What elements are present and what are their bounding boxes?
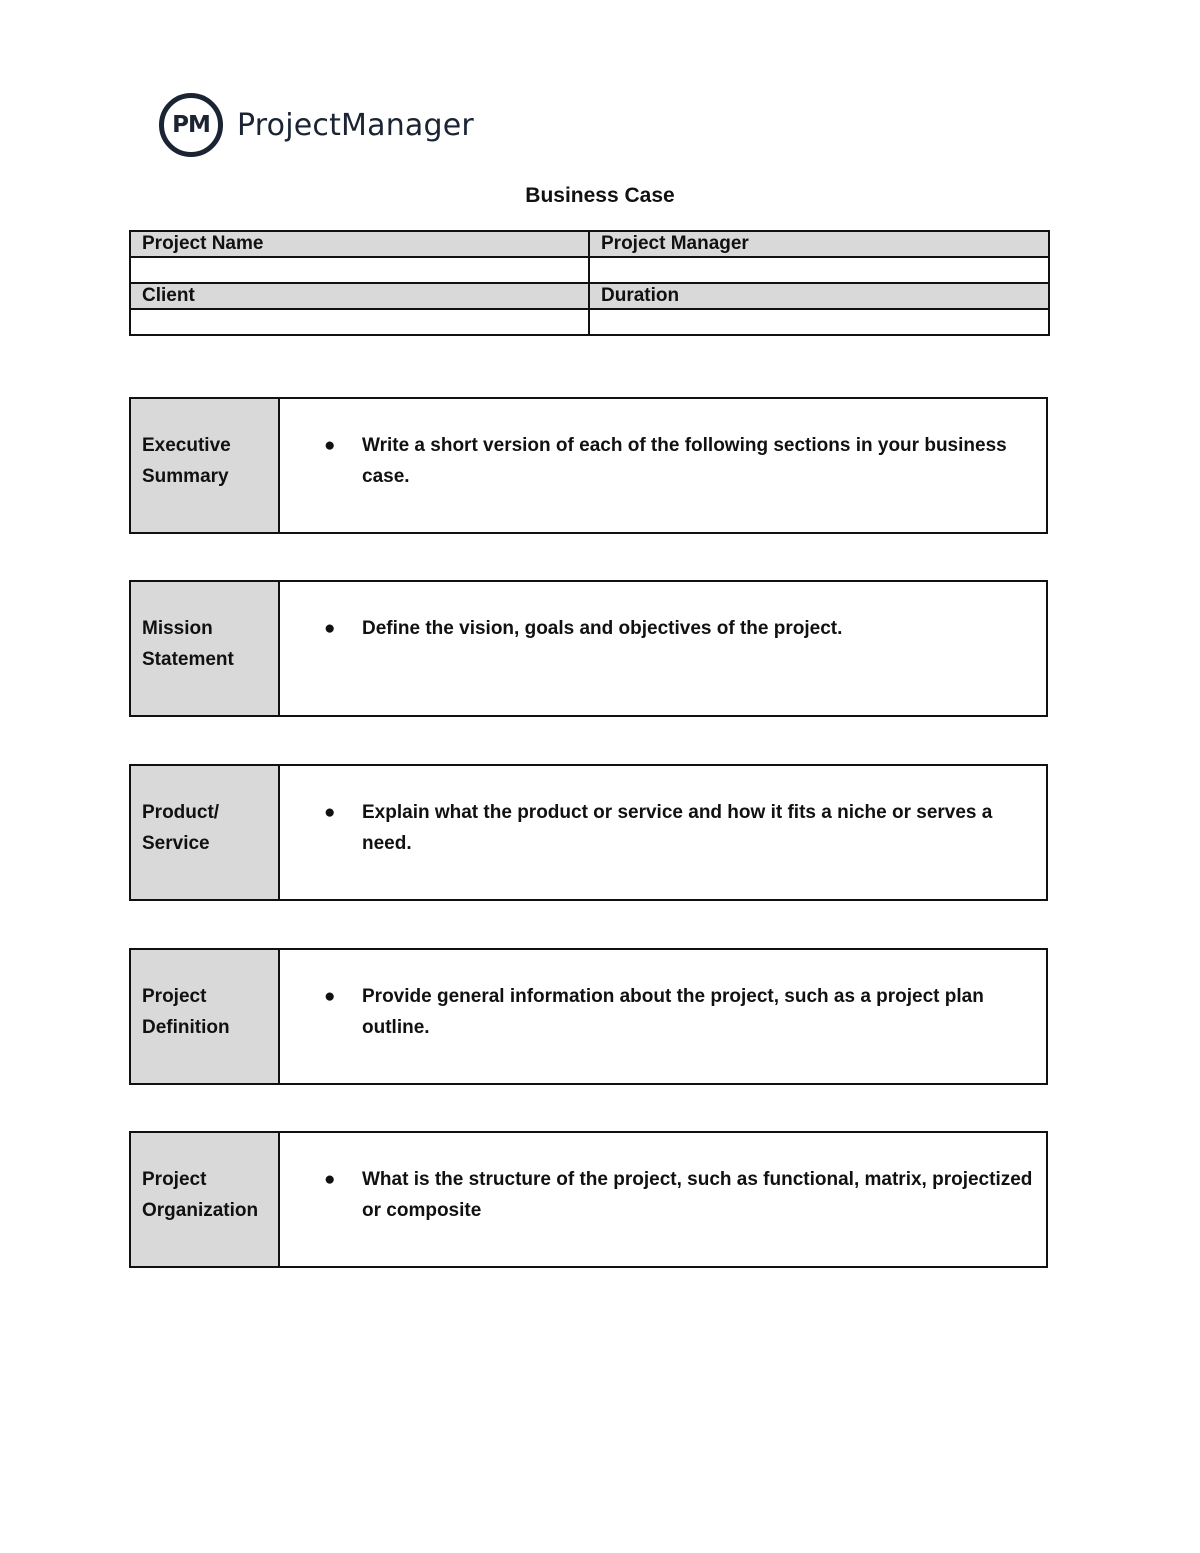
bullet-item [324,613,1034,644]
client-field[interactable] [130,309,589,335]
projectmanager-logo [159,90,474,160]
bullet-icon: ● [324,618,336,639]
document-title: Business Case [525,184,675,207]
section-body[interactable] [280,950,1046,1083]
bullet-item [324,797,1034,859]
bullet-text: Define the vision, goals and objectives of the project. [362,618,843,639]
bullet-text: Provide general information about the project, such as a project plan outline. [362,986,984,1038]
info-value-row [130,257,1049,283]
section-label: Project Organization [131,1133,280,1266]
bullet-icon: ● [324,802,336,823]
info-value-row [130,309,1049,335]
info-header-row [130,231,1049,257]
section-body[interactable] [280,1133,1046,1266]
duration-field[interactable] [589,309,1049,335]
bullet-text: Explain what the product or service and how it fits a niche or serves a need. [362,802,993,854]
bullet-text: What is the structure of the project, such as functional, matrix, projectized or composite [362,1169,1033,1221]
bullet-item [324,981,1034,1043]
project-info-table [129,230,1050,336]
bullet-icon: ● [324,435,336,456]
mission-statement-section [129,580,1048,717]
bullet-icon: ● [324,1169,336,1190]
project-organization-section [129,1131,1048,1268]
bullet-text: Write a short version of each of the following sections in your business case. [362,435,1007,487]
project-name-label: Project Name [130,231,589,257]
section-label: Project Definition [131,950,280,1083]
duration-label: Duration [589,283,1049,309]
product-service-section [129,764,1048,901]
section-body[interactable] [280,766,1046,899]
bullet-item [324,430,1034,492]
bullet-item [324,1164,1034,1226]
section-body[interactable] [280,582,1046,715]
section-label: Executive Summary [131,399,280,532]
section-label: Mission Statement [131,582,280,715]
project-manager-label: Project Manager [589,231,1049,257]
section-body[interactable] [280,399,1046,532]
executive-summary-section [129,397,1048,534]
info-header-row [130,283,1049,309]
logo-wordmark: ProjectManager [237,107,474,143]
client-label: Client [130,283,589,309]
pm-logo-icon: PM [159,93,223,157]
project-manager-field[interactable] [589,257,1049,283]
project-name-field[interactable] [130,257,589,283]
bullet-icon: ● [324,986,336,1007]
section-label: Product/ Service [131,766,280,899]
project-definition-section [129,948,1048,1085]
